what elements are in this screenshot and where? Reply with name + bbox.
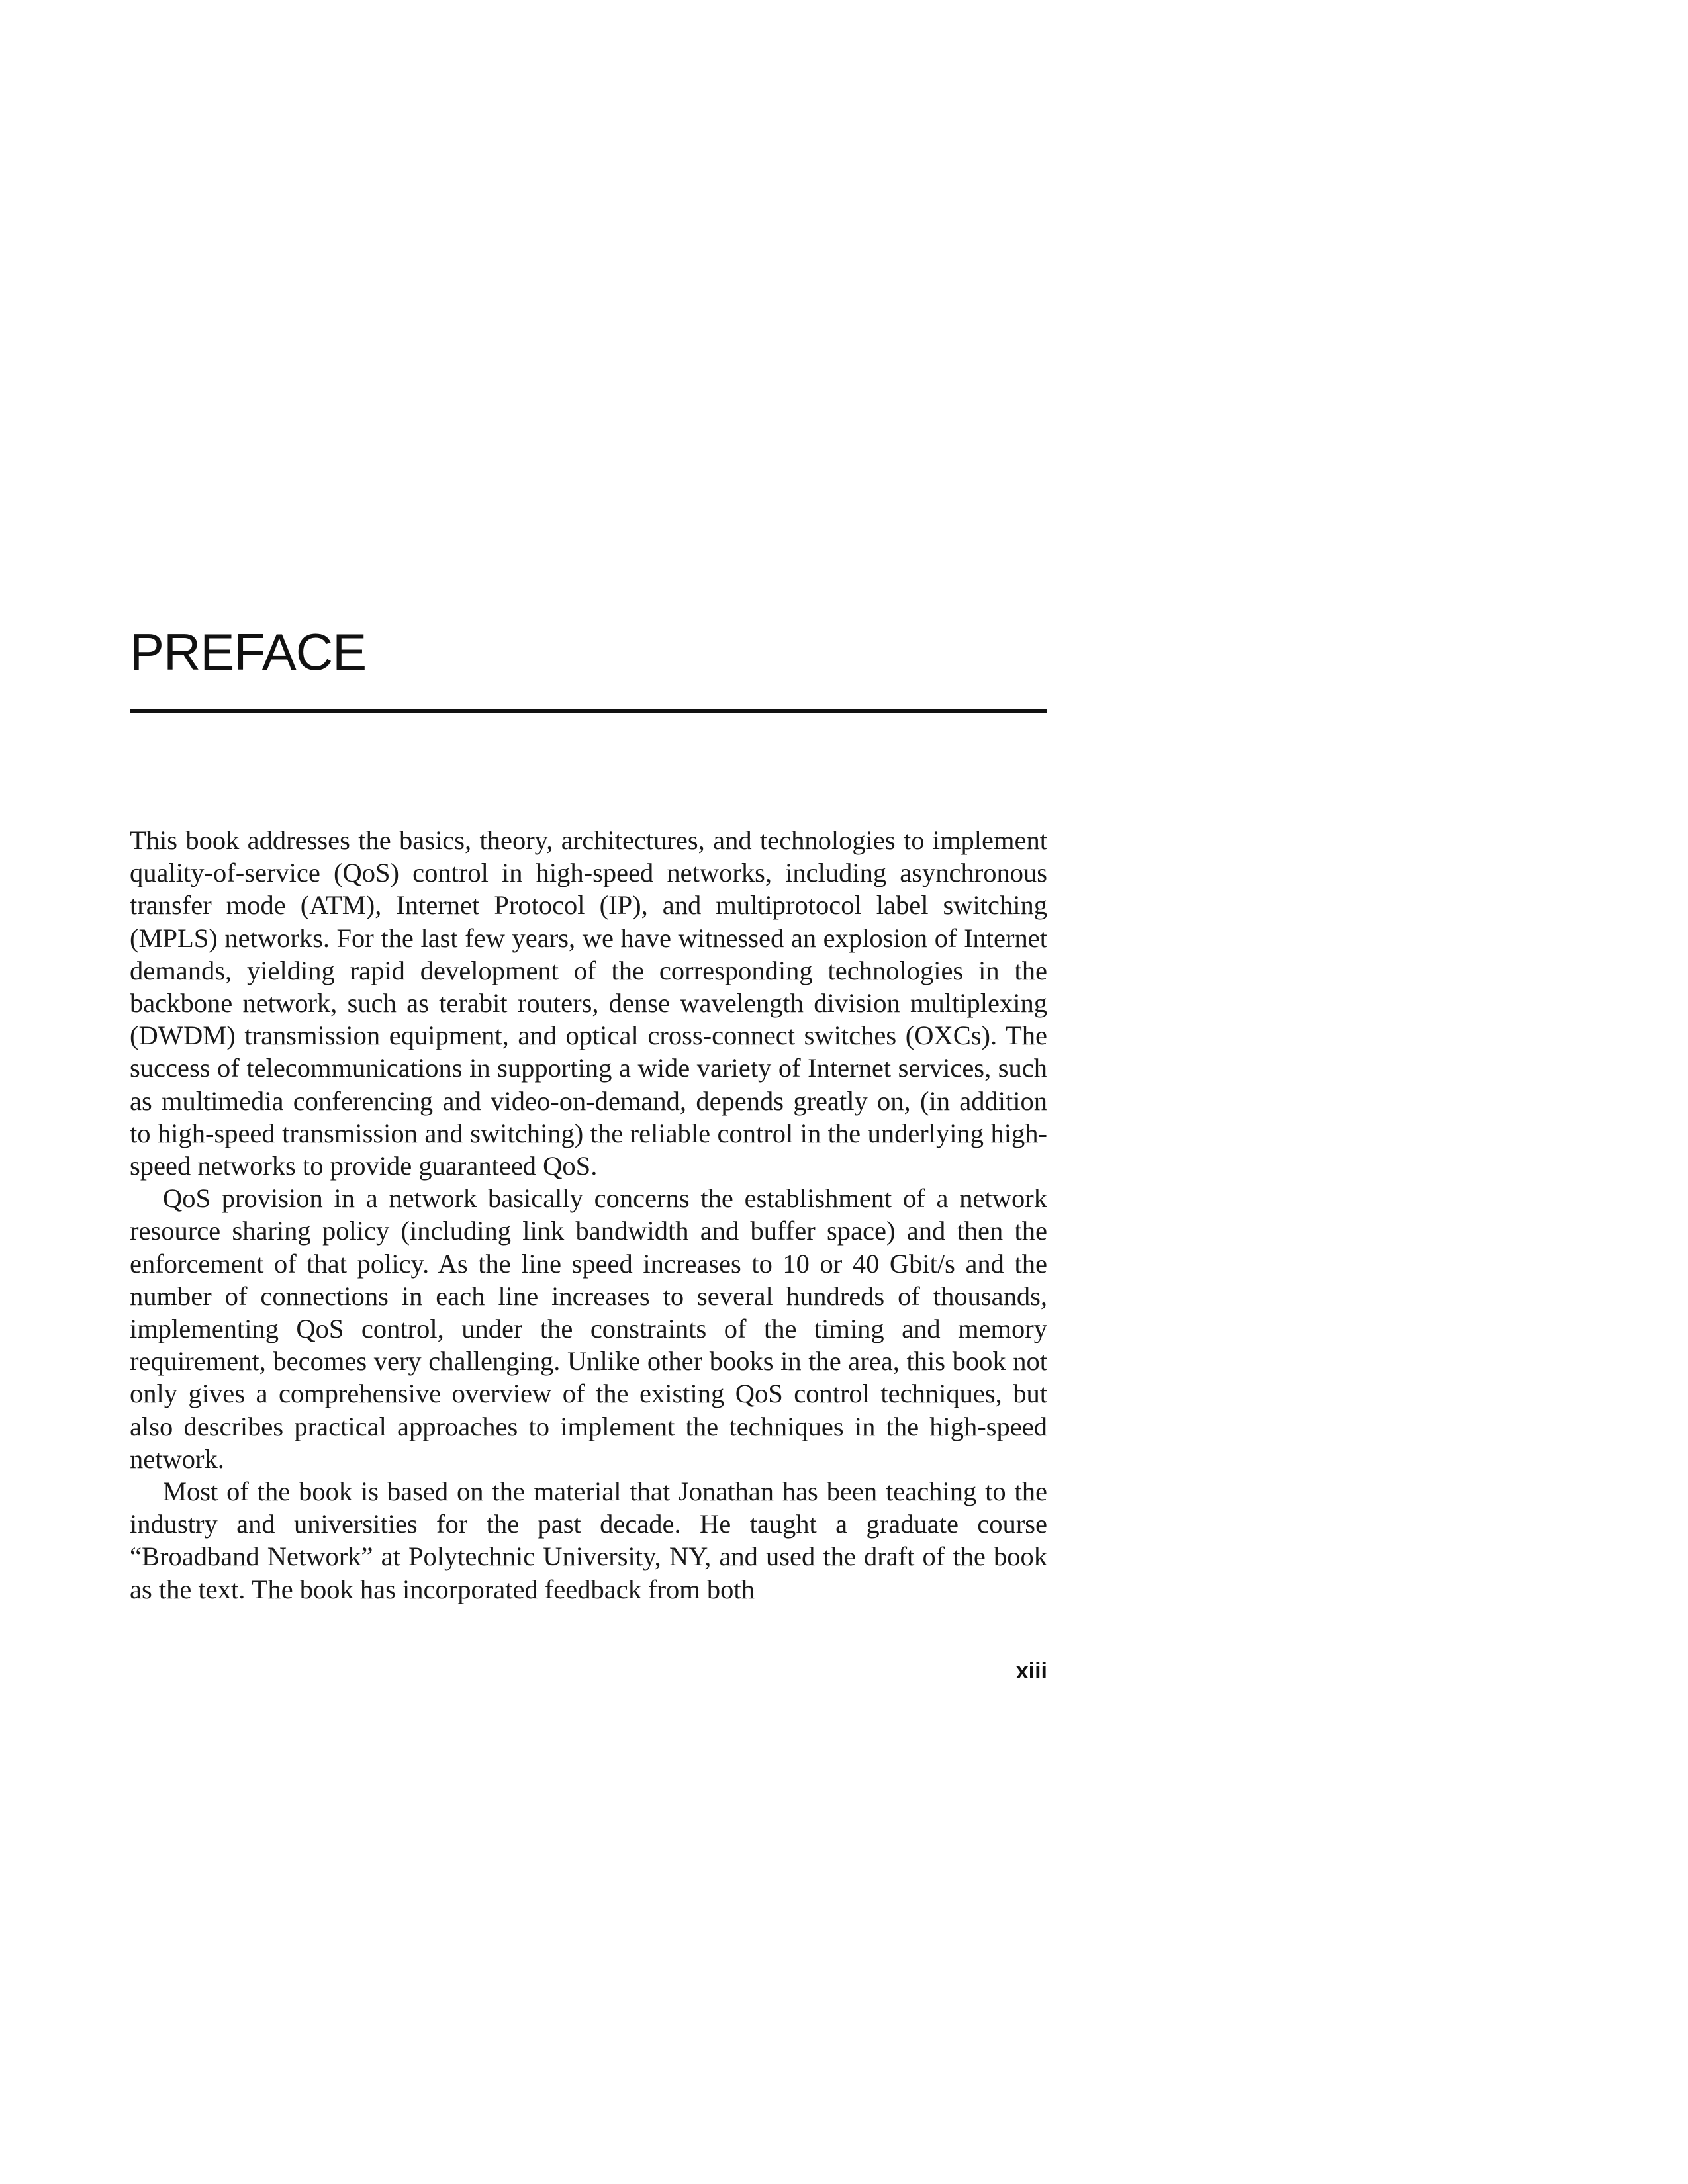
paragraph-2: QoS provision in a network basically concerns the establishment of a network resource sharing policy (including link bandwidth and buffer space) and then the enforcement of that policy. As the line speed increases to 10 or 40 Gbit/s and the number of connections in each line increases to several hundreds of thousands, implementing QoS control, under the constraints of the timing and memory requirement, becomes very challenging. Unlike other books in the area, this book not only gives a comprehensive overview of the existing QoS control techniques, but also describes practical approaches to implement the techniques in the high-speed network. bbox=[130, 1183, 1047, 1474]
paragraph-3: Most of the book is based on the material that Jonathan has been teaching to the industry and universities for the past decade. He taught a graduate course “Broadband Network” at Polytechnic University, NY, and used the draft of the book as the text. The book has incorporated feedback from both bbox=[130, 1477, 1047, 1604]
title-rule bbox=[130, 709, 1047, 713]
chapter-title: PREFACE bbox=[130, 623, 367, 681]
body-text bbox=[130, 824, 1047, 1606]
page-number: xiii bbox=[1015, 1659, 1047, 1684]
paragraph-1: This book addresses the basics, theory, architectures, and technologies to implement quality-of-service (QoS) control in high-speed networks, including asynchronous transfer mode (ATM), Internet Protocol (IP), and multiprotocol label switching (MPLS) networks. For the last few years, we have witnessed an explosion of Internet demands, yielding rapid development of the corresponding technologies in the backbone network, such as terabit routers, dense wavelength division multiplexing (DWDM) transmission equipment, and optical cross-connect switches (OXCs). The success of telecommunications in supporting a wide variety of Internet services, such as multimedia conferencing and video-on-demand, depends greatly on, (in addition to high-speed transmission and switching) the reliable control in the underlying high-speed networks to provide guaranteed QoS. bbox=[130, 825, 1047, 1181]
